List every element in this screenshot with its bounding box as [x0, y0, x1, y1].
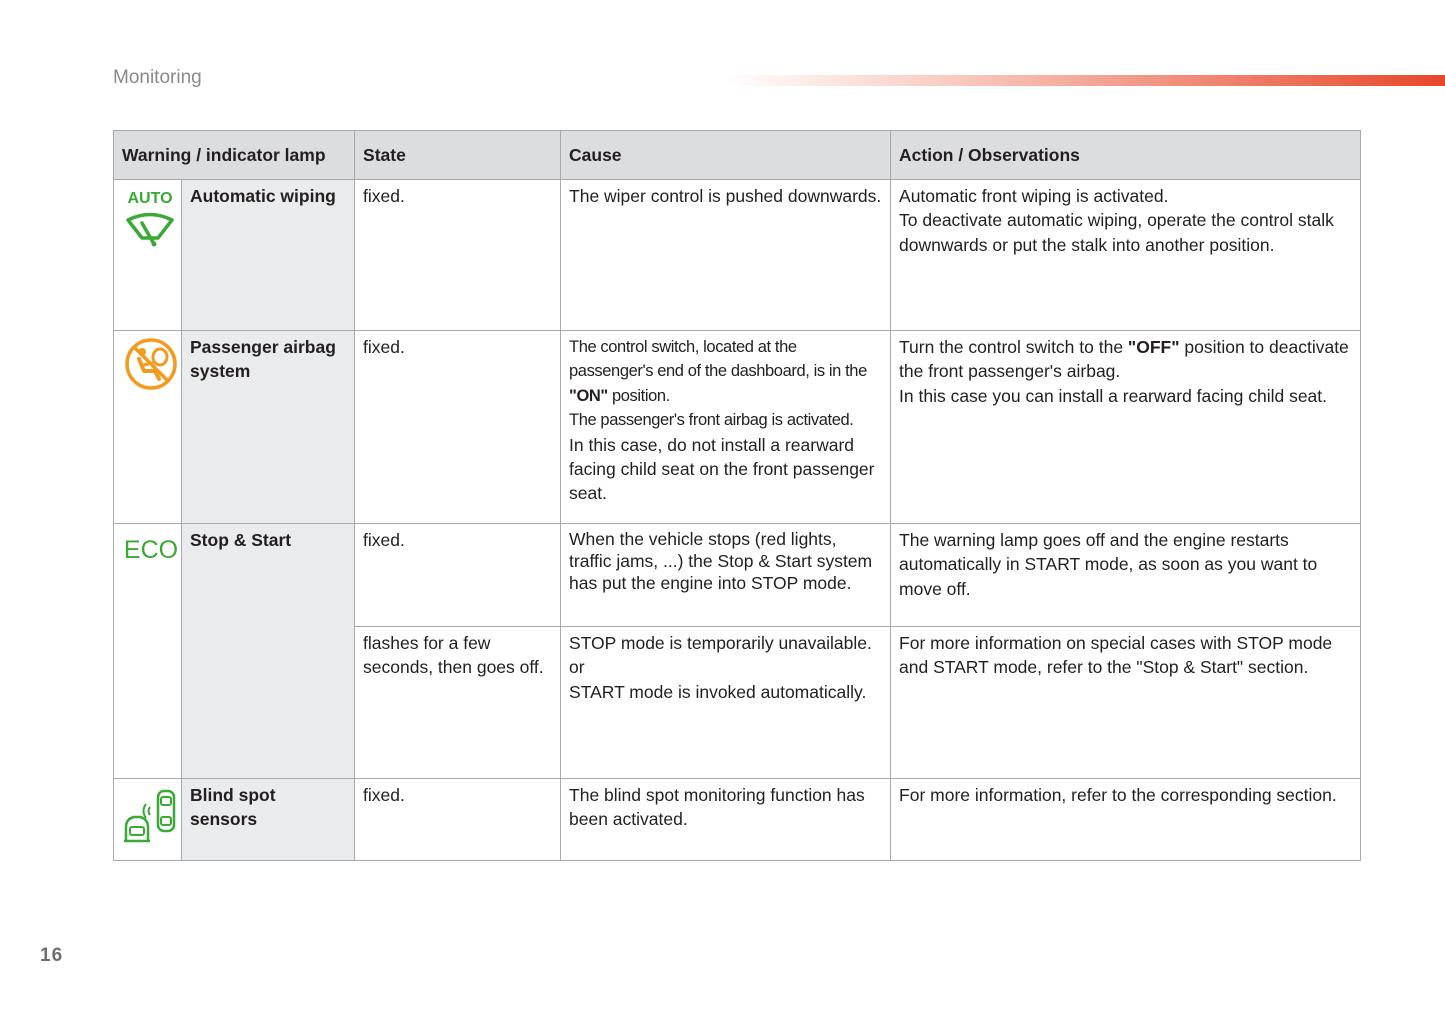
action-cell: For more information on special cases with STOP mode and START mode, refer to the "Stop & Start" section. — [891, 627, 1361, 779]
section-title: Monitoring — [113, 67, 202, 88]
cause-text: position. — [607, 386, 670, 405]
icon-cell — [114, 180, 182, 331]
action-line: To deactivate automatic wiping, operate the control stalk downwards or put the stalk into another position. — [899, 210, 1334, 255]
cause-cell: The blind spot monitoring function has been activated. — [561, 779, 891, 861]
passenger-airbag-off-icon — [122, 335, 180, 393]
action-cell: The warning lamp goes off and the engine restarts automatically in START mode, as soon as you want to move off. — [891, 524, 1361, 627]
action-cell — [891, 331, 1361, 524]
header-warning-lamp: Warning / indicator lamp — [114, 131, 355, 180]
action-text: position to deactivate the front passenger's airbag. — [899, 337, 1349, 382]
icon-cell — [114, 524, 182, 779]
cause-line: or — [569, 657, 585, 678]
cause-cell: When the vehicle stops (red lights, traffic jams, ...) the Stop & Start system has put the engine into STOP mode. — [561, 524, 891, 627]
table-row — [114, 779, 1361, 861]
cause-line: STOP mode is temporarily unavailable. — [569, 633, 872, 653]
header-accent-bar — [722, 75, 1445, 86]
table-row — [114, 180, 1361, 331]
action-line: Automatic front wiping is activated. — [899, 186, 1169, 206]
cause-cell — [561, 331, 891, 524]
header-state: State — [355, 131, 561, 180]
off-position-label: "OFF" — [1127, 337, 1180, 357]
cause-line — [569, 335, 882, 408]
lamp-name: Passenger airbag system — [182, 331, 355, 524]
table-header-row — [114, 131, 1361, 180]
state-cell: fixed. — [355, 331, 561, 524]
warning-lamps-table — [113, 130, 1361, 861]
cause-cell — [561, 627, 891, 779]
action-cell — [891, 180, 1361, 331]
cause-line: START mode is invoked automatically. — [569, 681, 867, 702]
icon-cell — [114, 331, 182, 524]
icon-cell — [114, 779, 182, 861]
page-number: 16 — [40, 945, 64, 966]
table-row — [114, 524, 1361, 627]
cause-text: The control switch, located at the passenger's end of the dashboard, is in the — [569, 338, 867, 381]
cause-line: The passenger's front airbag is activated. — [569, 411, 854, 430]
state-cell: flashes for a few seconds, then goes off. — [355, 627, 561, 779]
cause-line: In this case, do not install a rearward facing child seat on the front passenger seat. — [569, 434, 875, 504]
eco-icon — [122, 528, 180, 564]
lamp-name: Stop & Start — [182, 524, 355, 779]
state-cell: fixed. — [355, 524, 561, 627]
header-cause: Cause — [561, 131, 891, 180]
state-cell: fixed. — [355, 779, 561, 861]
cause-cell: The wiper control is pushed downwards. — [561, 180, 891, 331]
action-line — [899, 335, 1352, 384]
eco-icon-label: ECO — [123, 536, 179, 564]
on-position-label: "ON" — [569, 386, 608, 405]
lamp-name: Blind spot sensors — [182, 779, 355, 861]
header-action: Action / Observations — [891, 131, 1361, 180]
auto-wiper-icon — [122, 184, 178, 248]
blind-spot-icon — [122, 783, 182, 845]
action-text: Turn the control switch to the — [899, 337, 1128, 357]
state-cell: fixed. — [355, 180, 561, 331]
auto-icon-label: AUTO — [127, 190, 173, 207]
action-line: In this case you can install a rearward facing child seat. — [899, 385, 1328, 406]
lamp-name: Automatic wiping — [182, 180, 355, 331]
table-row — [114, 331, 1361, 524]
action-cell: For more information, refer to the corresponding section. — [891, 779, 1361, 861]
